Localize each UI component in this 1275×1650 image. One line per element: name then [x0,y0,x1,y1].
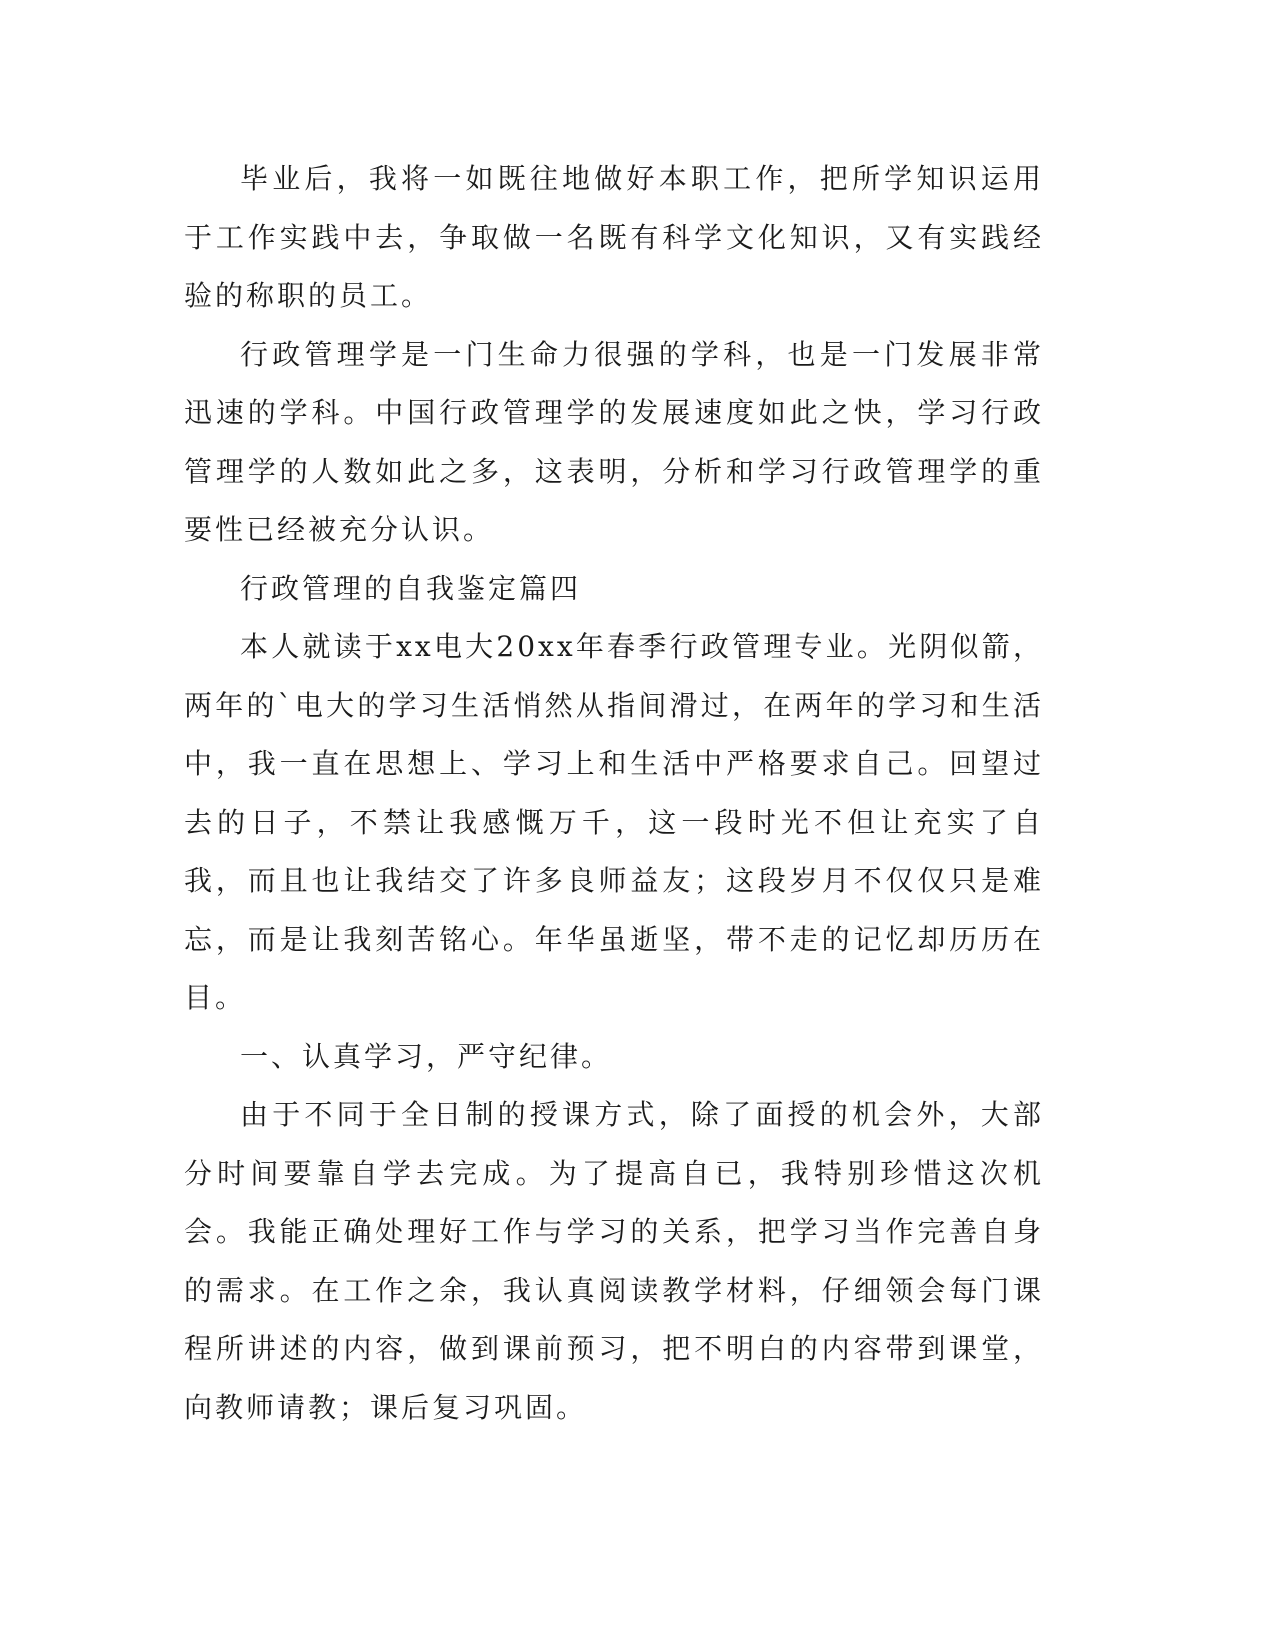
paragraph-career-goal: 毕业后，我将一如既往地做好本职工作，把所学知识运用于工作实践中去，争取做一名既有科学文化知识，又有实践经验的称职的员工。 [184,162,1044,312]
subheading-study-discipline: 一、认真学习，严守纪律。 [240,1039,613,1073]
paragraph-self-introduction: 本人就读于xx电大20xx年春季行政管理专业。光阴似箭，两年的`电大的学习生活悄然从指间滑过，在两年的学习和生活中，我一直在思想上、学习上和生活中严格要求自己。回望过去的日子，不禁让我感慨万千，这一段时光不但让充实了自我，而且也让我结交了许多良师益友；这段岁月不仅仅只是难忘，而是让我刻苦铭心。年华虽逝坚，带不走的记忆却历历在目。 [184,630,1044,1014]
document-body [184,150,1044,1437]
paragraph-study-method: 由于不同于全日制的授课方式，除了面授的机会外，大部分时间要靠自学去完成。为了提高自已，我特别珍惜这次机会。我能正确处理好工作与学习的关系，把学习当作完善自身的需求。在工作之余，我认真阅读教学材料，仔细领会每门课程所讲述的内容，做到课前预习，把不明白的内容带到课堂，向教师请教；课后复习巩固。 [184,1098,1044,1424]
section-heading: 行政管理的自我鉴定篇四 [240,571,582,605]
paragraph-administrative-science: 行政管理学是一门生命力很强的学科，也是一门发展非常迅速的学科。中国行政管理学的发展速度如此之快，学习行政管理学的人数如此之多，这表明，分析和学习行政管理学的重要性已经被充分认识。 [184,337,1044,546]
